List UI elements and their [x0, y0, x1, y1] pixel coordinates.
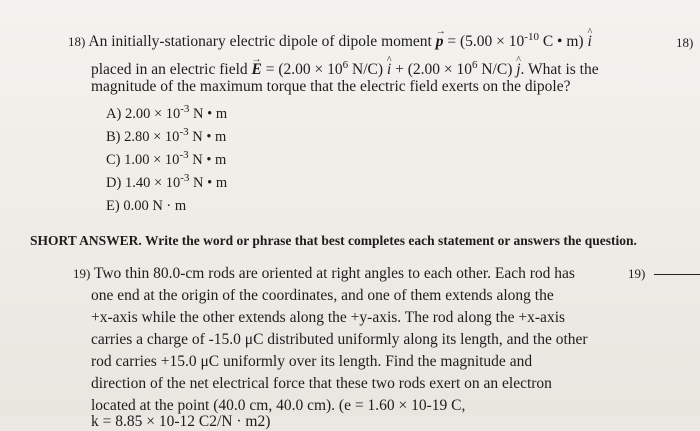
choice-value: 1.40 × 10 [124, 175, 181, 191]
q19-text-line: Two thin 80.0-cm rods are oriented at right angles to each other. Each rod has [93, 265, 575, 282]
q19-line4 [91, 331, 588, 349]
q18-line1 [68, 28, 592, 51]
i-hat: ^ i [387, 61, 391, 78]
choice-exponent: -3 [180, 103, 190, 115]
choice-value: 0.00 N · m [123, 198, 187, 214]
choice-label: C) [106, 152, 121, 168]
choice-b[interactable] [106, 123, 226, 146]
short-answer-title: SHORT ANSWER. [30, 233, 142, 248]
q19-text-line: carries a charge of -15.0 μC distributed uniformly along its length, and the other [91, 331, 588, 348]
choice-value: 1.00 × 10 [124, 152, 180, 168]
choice-c[interactable] [106, 146, 226, 169]
q18-side-label: 18) [676, 35, 694, 50]
q18-line1-text: An initially-stationary electric dipole of dipole moment [88, 33, 436, 50]
q19-text-line: rod carries +15.0 μC uniformly over its length. Find the magnitude and [91, 353, 533, 370]
q18-line2-value2: + (2.00 × 10 [391, 61, 472, 78]
choice-unit: N • m [188, 152, 227, 168]
q18-line2 [91, 56, 599, 79]
choice-value: 2.00 × 10 [124, 106, 181, 122]
q19-side-label: 19) [628, 266, 646, 281]
q19-line5 [91, 353, 532, 371]
choice-label: E) [106, 198, 120, 214]
choice-unit: N • m [188, 129, 227, 145]
q18-number: 18) [68, 34, 86, 49]
q18-line1-exponent: -10 [524, 31, 539, 43]
choice-d[interactable] [106, 169, 227, 192]
choice-value: 2.80 × 10 [124, 129, 180, 145]
choice-exponent: -3 [179, 126, 189, 138]
choice-exponent: -3 [179, 149, 189, 161]
choice-unit: N • m [189, 106, 228, 122]
choice-label: A) [106, 106, 122, 122]
choice-label: D) [106, 175, 122, 191]
q18-line2-value1: = (2.00 × 10 [261, 61, 343, 78]
q19-line6 [91, 375, 552, 393]
choice-label: B) [106, 129, 121, 145]
q19-text-line: +x-axis while the other extends along the +y-axis. The rod along the +x-axis [91, 309, 566, 326]
q19-text-line: located at the point (40.0 cm, 40.0 cm). (e = 1.60 × 10-19 C, [91, 397, 466, 414]
choice-a[interactable] [106, 100, 227, 123]
short-answer-heading [30, 233, 637, 249]
q19-line2 [91, 287, 554, 305]
q18-line2-unit2: N/C) [477, 61, 517, 78]
q19-answer-blank[interactable] [654, 274, 700, 275]
q19-line3 [91, 309, 565, 327]
q18-line3-text: magnitude of the maximum torque that the electric field exerts on the dipole? [91, 78, 571, 95]
e-vector: → E [252, 61, 262, 78]
q18-line1-value: = (5.00 × 10 [443, 33, 525, 50]
choice-e[interactable] [106, 192, 186, 215]
short-answer-instructions: Write the word or phrase that best completes each statement or answers the question. [141, 233, 637, 248]
q18-line2-unit1: N/C) [348, 61, 387, 78]
choice-unit: N • m [189, 175, 228, 191]
q19-text-line: k = 8.85 × 10-12 C2/N · m2) [91, 413, 271, 430]
p-vector: → p [436, 33, 444, 50]
q18-line1-unit: C • m) [538, 33, 588, 50]
q18-line2-exponent1: 6 [342, 59, 349, 71]
q19-text-line: one end at the origin of the coordinates, and one of them extends along the [91, 287, 554, 304]
q19-number: 19) [73, 266, 91, 281]
q19-line8 [91, 413, 270, 431]
q18-line2-text: placed in an electric field [91, 61, 252, 78]
choice-exponent: -3 [180, 172, 190, 184]
q18-line3 [91, 78, 570, 96]
q18-line2-tail: . What is the [520, 61, 599, 78]
i-hat: ^ i [587, 33, 591, 50]
j-hat: ^ j [516, 61, 520, 78]
q18-line2-exponent2: 6 [471, 59, 478, 71]
q19-text-line: direction of the net electrical force that these two rods exert on an electron [91, 375, 552, 392]
q19-line1 [73, 265, 575, 283]
